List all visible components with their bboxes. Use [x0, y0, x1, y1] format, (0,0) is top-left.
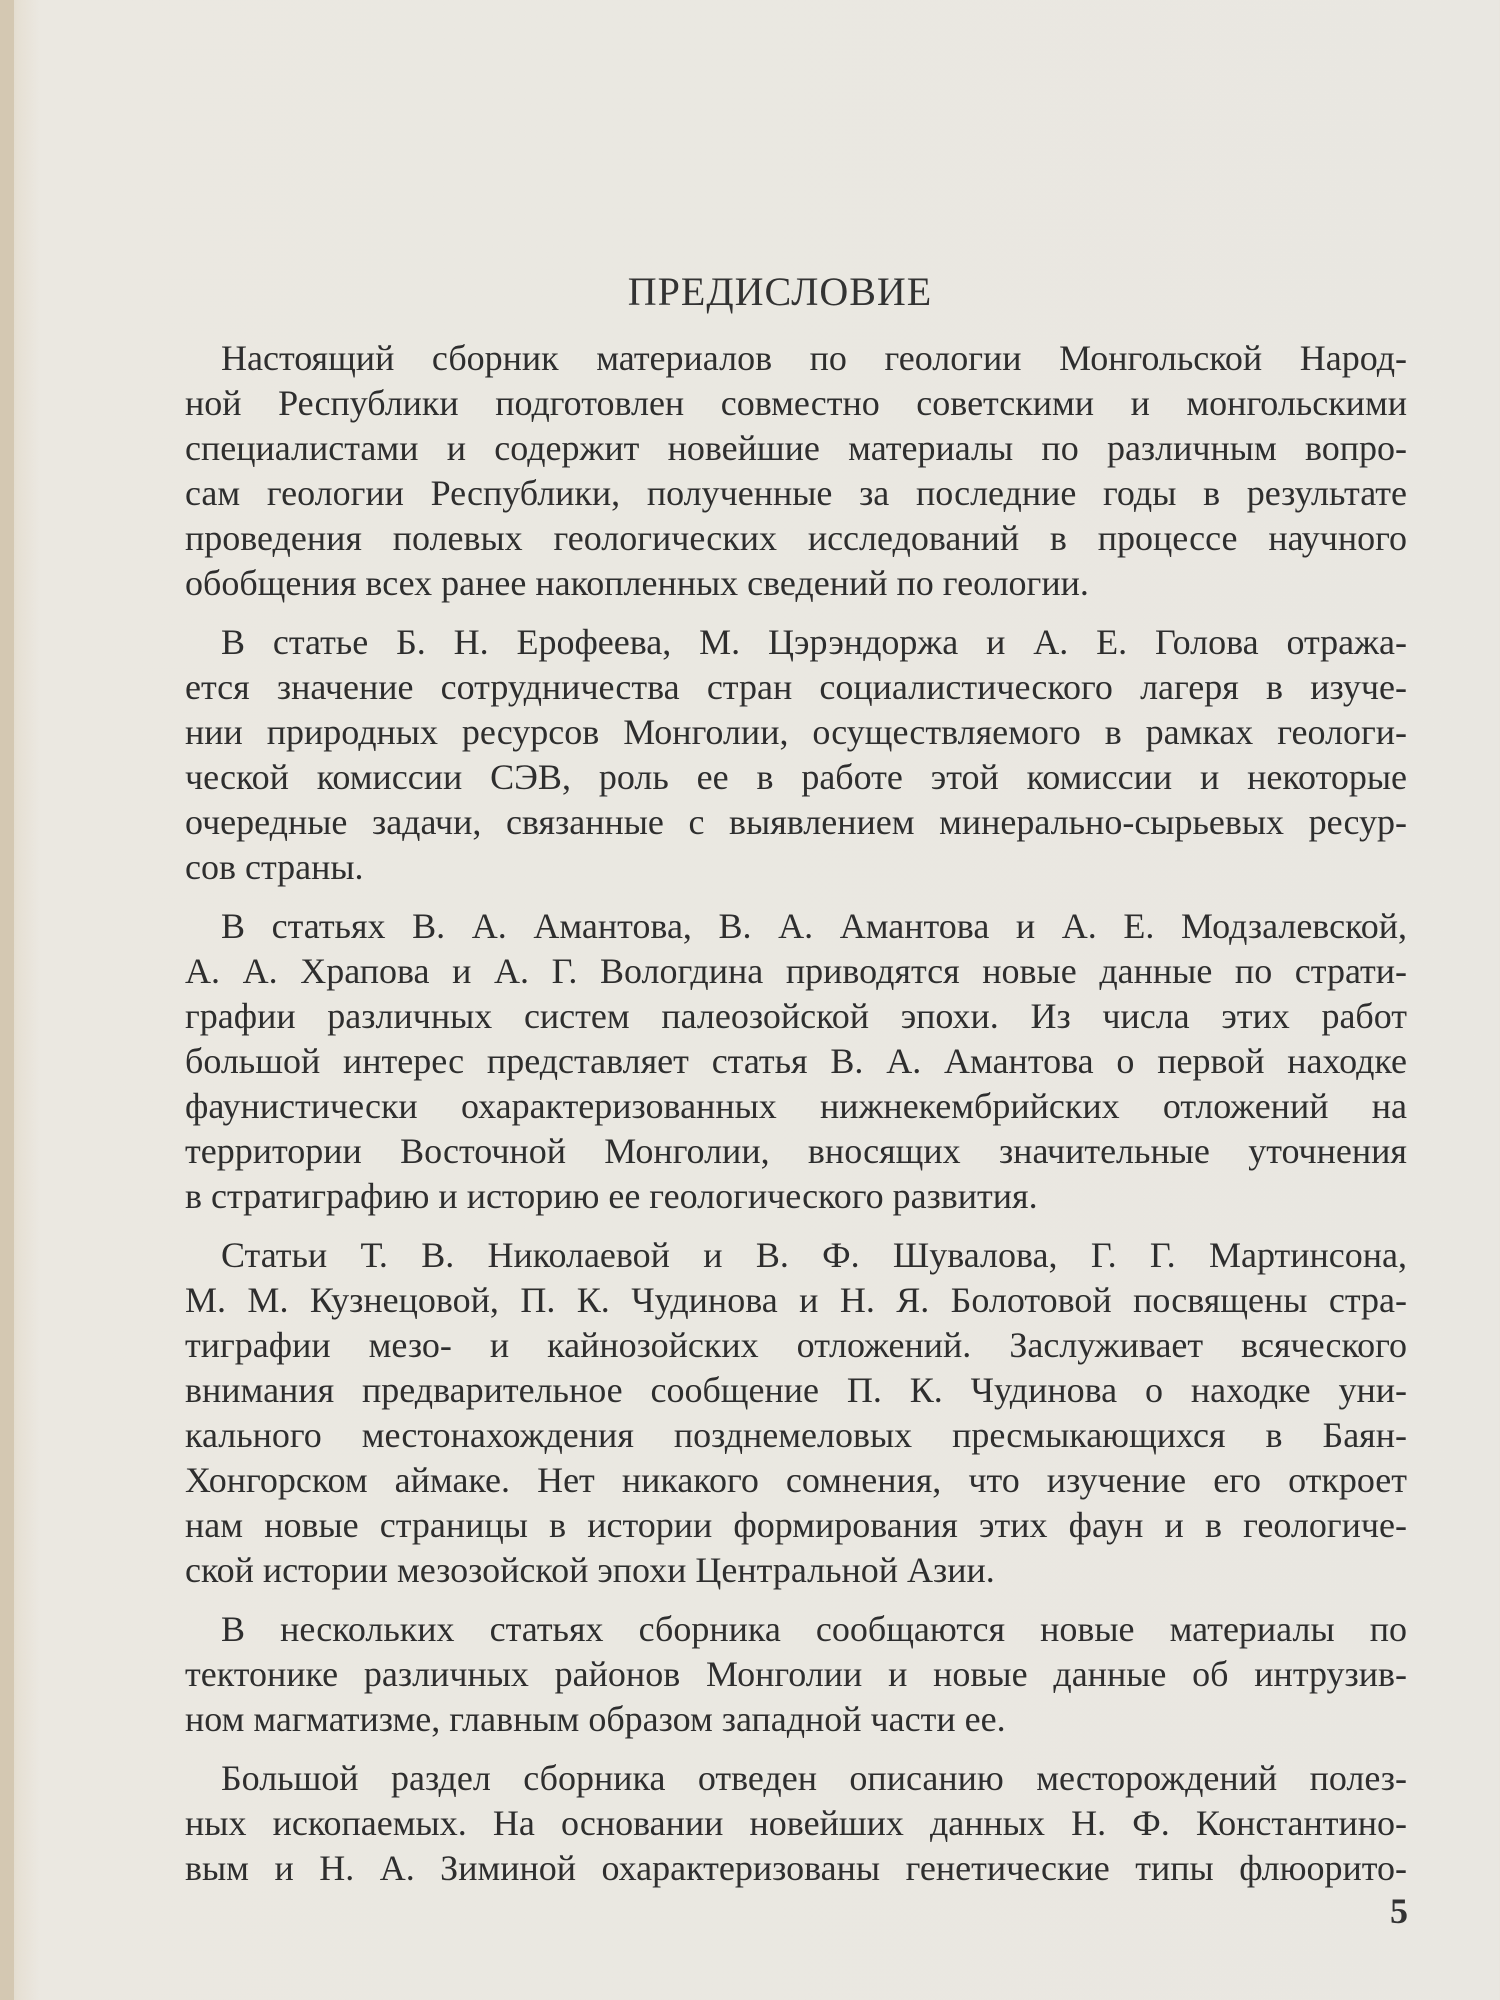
text-line: проведения полевых геологических исследований в процессе научного — [185, 518, 1407, 558]
preface-body — [185, 336, 1407, 1891]
text-line: В нескольких статьях сборника сообщаются новые материалы по — [221, 1609, 1407, 1649]
text-line: А. А. Храпова и А. Г. Вологдина приводятся новые данные по страти- — [185, 951, 1407, 991]
text-line: вым и Н. А. Зиминой охарактеризованы генетические типы флюорито- — [185, 1848, 1407, 1888]
text-line: ных ископаемых. На основании новейших данных Н. Ф. Константино- — [185, 1803, 1407, 1843]
text-line: обобщения всех ранее накопленных сведений по геологии. — [185, 563, 1089, 603]
text-line: Настоящий сборник материалов по геологии Монгольской Народ- — [221, 338, 1407, 378]
paragraph — [185, 1233, 1407, 1593]
paragraph — [185, 620, 1407, 890]
text-line: тектонике различных районов Монголии и новые данные об интрузив- — [185, 1654, 1407, 1694]
text-line: нии природных ресурсов Монголии, осуществляемого в рамках геологи- — [185, 712, 1407, 752]
text-line: В статье Б. Н. Ерофеева, М. Цэрэндоржа и А. Е. Голова отража- — [221, 622, 1407, 662]
text-line: внимания предварительное сообщение П. К. Чудинова о находке уни- — [185, 1370, 1407, 1410]
text-line: М. М. Кузнецовой, П. К. Чудинова и Н. Я. Болотовой посвящены стра- — [185, 1280, 1407, 1320]
text-line: сам геологии Республики, полученные за последние годы в результате — [185, 473, 1407, 513]
text-line: ется значение сотрудничества стран социалистического лагеря в изуче- — [185, 667, 1407, 707]
text-line: большой интерес представляет статья В. А. Амантова о первой находке — [185, 1041, 1407, 1081]
paragraph — [185, 1756, 1407, 1891]
text-line: нам новые страницы в истории формирования этих фаун и в геологиче- — [185, 1505, 1407, 1545]
text-line: Хонгорском аймаке. Нет никакого сомнения, что изучение его откроет — [185, 1460, 1407, 1500]
text-line: Статьи Т. В. Николаевой и В. Ф. Шувалова, Г. Г. Мартинсона, — [221, 1235, 1407, 1275]
text-line: тиграфии мезо- и кайнозойских отложений. Заслуживает всяческого — [185, 1325, 1407, 1365]
paragraph — [185, 1607, 1407, 1742]
text-line: ской истории мезозойской эпохи Центральной Азии. — [185, 1550, 995, 1590]
page-number: 5 — [1390, 1891, 1408, 1931]
paragraph — [185, 336, 1407, 606]
text-line: очередные задачи, связанные с выявлением минерально-сырьевых ресур- — [185, 802, 1407, 842]
text-line: графии различных систем палеозойской эпохи. Из числа этих работ — [185, 996, 1407, 1036]
text-line: кального местонахождения позднемеловых пресмыкающихся в Баян- — [185, 1415, 1407, 1455]
text-line: ной Республики подготовлен совместно советскими и монгольскими — [185, 383, 1407, 423]
page-title: ПРЕДИСЛОВИЕ — [627, 269, 933, 314]
text-line: в стратиграфию и историю ее геологического развития. — [185, 1176, 1038, 1216]
paragraph — [185, 904, 1407, 1219]
text-line: В статьях В. А. Амантова, В. А. Амантова и А. Е. Модзалевской, — [221, 906, 1407, 946]
text-line: ном магматизме, главным образом западной части ее. — [185, 1699, 1006, 1739]
text-line: сов страны. — [185, 847, 364, 887]
text-line: ческой комиссии СЭВ, роль ее в работе этой комиссии и некоторые — [185, 757, 1407, 797]
text-line: специалистами и содержит новейшие материалы по различным вопро- — [185, 428, 1407, 468]
text-line: Большой раздел сборника отведен описанию месторождений полез- — [221, 1758, 1407, 1798]
text-line: фаунистически охарактеризованных нижнекембрийских отложений на — [185, 1086, 1407, 1126]
text-line: территории Восточной Монголии, вносящих значительные уточнения — [185, 1131, 1407, 1171]
